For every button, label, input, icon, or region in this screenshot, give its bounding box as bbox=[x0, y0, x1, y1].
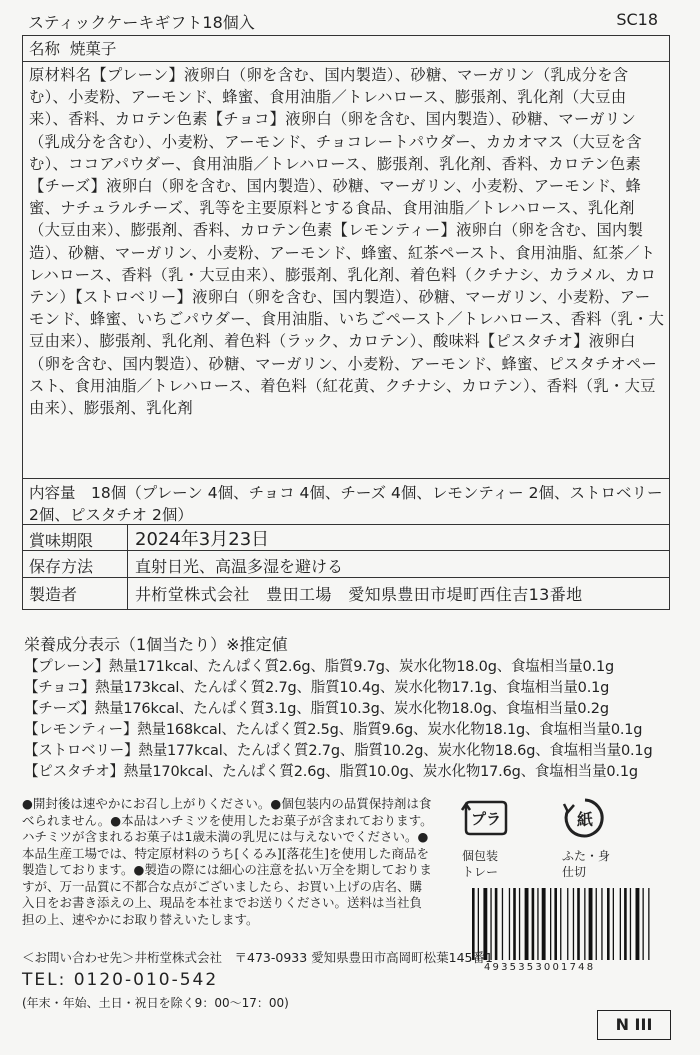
maker-value: 井桁堂株式会社 豊田工場 愛知県豊田市堤町西住吉13番地 bbox=[135, 585, 583, 604]
contact-tel: TEL: 0120-010-542 bbox=[22, 970, 219, 990]
storage-label: 保存方法 bbox=[29, 557, 94, 576]
name-row bbox=[29, 38, 116, 60]
notice-text: ●開封後は速やかにお召し上がりください。●個包装内の品質保持剤は食べられません。●本品はハチミツを使用したお菓子が含まれております。ハチミツが含まれるお菓子は1歳未満の乳児には与えないでください。●本品生産工場では、特定原材料のうち[くるみ][落花生]を使用した商品を製造しております。●製造の際には細心の注意を払い万全を期しておりますが、万一品質に不都合な点がございましたら、お買い上げの店名、購入日をお書き添えの上、現品を本社までお送りください。送料は当社負担の上、速やかにお取り替えいたします。 bbox=[22, 796, 433, 927]
best-before-value: 2024年3月23日 bbox=[135, 529, 270, 550]
nutrition-line: 【プレーン】熱量171kcal、たんぱく質2.6g、脂質9.7g、炭水化物18.0g、食塩相当量0.1g bbox=[24, 659, 614, 675]
lot-badge: N III bbox=[597, 1010, 671, 1040]
contents-text: 内容量 18個（プレーン 4個、チョコ 4個、チーズ 4個、レモンティー 2個、ストロベリー 2個、ピスタチオ 2個） bbox=[29, 484, 663, 524]
barcode-icon bbox=[470, 888, 670, 960]
name-label: 名称 bbox=[29, 40, 61, 58]
pla-mark-text: プラ bbox=[470, 810, 502, 828]
divider bbox=[23, 478, 669, 479]
maker-label: 製造者 bbox=[29, 585, 78, 604]
pla-label-1: 個包装 bbox=[462, 849, 499, 863]
divider bbox=[23, 550, 669, 551]
contact-line: ＜お問い合わせ先＞井桁堂株式会社 〒473-0933 愛知県豊田市高岡町松葉145番1 bbox=[22, 950, 493, 965]
divider bbox=[23, 524, 669, 525]
barcode-number: 4935353001748 bbox=[484, 962, 596, 973]
pla-label-2: トレー bbox=[462, 865, 499, 879]
nutrition-line: 【チーズ】熱量176kcal、たんぱく質3.1g、脂質10.3g、炭水化物18.0g、食塩相当量0.2g bbox=[24, 701, 609, 717]
paper-label-1: ふた・身 bbox=[562, 849, 611, 863]
best-before-label: 賞味期限 bbox=[29, 531, 94, 550]
label-box bbox=[22, 35, 670, 610]
storage-value: 直射日光、高温多湿を避ける bbox=[135, 557, 344, 576]
divider bbox=[23, 577, 669, 578]
product-title: スティックケーキギフト18個入 bbox=[28, 13, 255, 32]
nutrition-line: 【ピスタチオ】熱量170kcal、たんぱく質2.6g、脂質10.0g、炭水化物17.6g、食塩相当量0.1g bbox=[24, 764, 638, 780]
nutrition-line: 【チョコ】熱量173kcal、たんぱく質2.7g、脂質10.4g、炭水化物17.1g、食塩相当量0.1g bbox=[24, 680, 610, 696]
paper-mark-text: 紙 bbox=[576, 810, 594, 829]
contact-hours: (年末・年始、土日・祝日を除く9：00～17：00) bbox=[22, 996, 289, 1010]
divider bbox=[23, 61, 669, 62]
paper-label-2: 仕切 bbox=[562, 865, 587, 879]
nutrition-title: 栄養成分表示（1個当たり）※推定値 bbox=[24, 635, 288, 654]
plastic-recycle-icon bbox=[458, 798, 512, 838]
nutrition-line: 【ストロベリー】熱量177kcal、たんぱく質2.7g、脂質10.2g、炭水化物18.6g、食塩相当量0.1g bbox=[24, 743, 653, 759]
paper-recycle-icon bbox=[560, 796, 610, 840]
ingredients-text: 原材料名【プレーン】液卵白（卵を含む、国内製造）、砂糖、マーガリン（乳成分を含む）、小麦粉、アーモンド、蜂蜜、食用油脂／トレハロース、膨張剤、乳化剤（大豆由来）、香料、カロテン色素【チョコ】液卵白（卵を含む、国内製造）、砂糖、マーガリン（乳成分を含む）、小麦粉、アーモンド、チョコレートパウダー、カカオマス（大豆を含む）、ココアパウダー、食用油脂／トレハロース、膨張剤、乳化剤、香料、カロテン色素【チーズ】液卵白（卵を含む、国内製造）、砂糖、マーガリン、小麦粉、アーモンド、蜂蜜、ナチュラルチーズ、乳等を主要原料とする食品、食用油脂／トレハロース、乳化剤（大豆由来）、膨張剤、香料、カロテン色素【レモンティー】液卵白（卵を含む、国内製造）、砂糖、マーガリン、小麦粉、アーモンド、蜂蜜、紅茶ペースト、食用油脂、紅茶／トレハロース、香料（乳・大豆由来）、膨張剤、乳化剤、着色料（クチナシ、カラメル、カロテン）【ストロベリー】液卵白（卵を含む、国内製造）、砂糖、マーガリン、小麦粉、アーモンド、蜂蜜、いちごパウダー、食用油脂、いちごペースト／トレハロース、香料（乳・大豆由来）、膨張剤、乳化剤、着色料（ラック、カロテン）、酸味料【ピスタチオ】液卵白（卵を含む、国内製造）、砂糖、マーガリン、小麦粉、アーモンド、蜂蜜、ピスタチオペースト、食用油脂／トレハロース、着色料（紅花黄、クチナシ、カロテン）、香料（乳・大豆由来）、膨張剤、乳化剤 bbox=[29, 66, 665, 418]
product-code: SC18 bbox=[616, 10, 658, 29]
column-divider bbox=[127, 524, 128, 609]
name-value: 焼菓子 bbox=[69, 40, 117, 58]
nutrition-line: 【レモンティー】熱量168kcal、たんぱく質2.5g、脂質9.6g、炭水化物18.1g、食塩相当量0.1g bbox=[24, 722, 643, 738]
